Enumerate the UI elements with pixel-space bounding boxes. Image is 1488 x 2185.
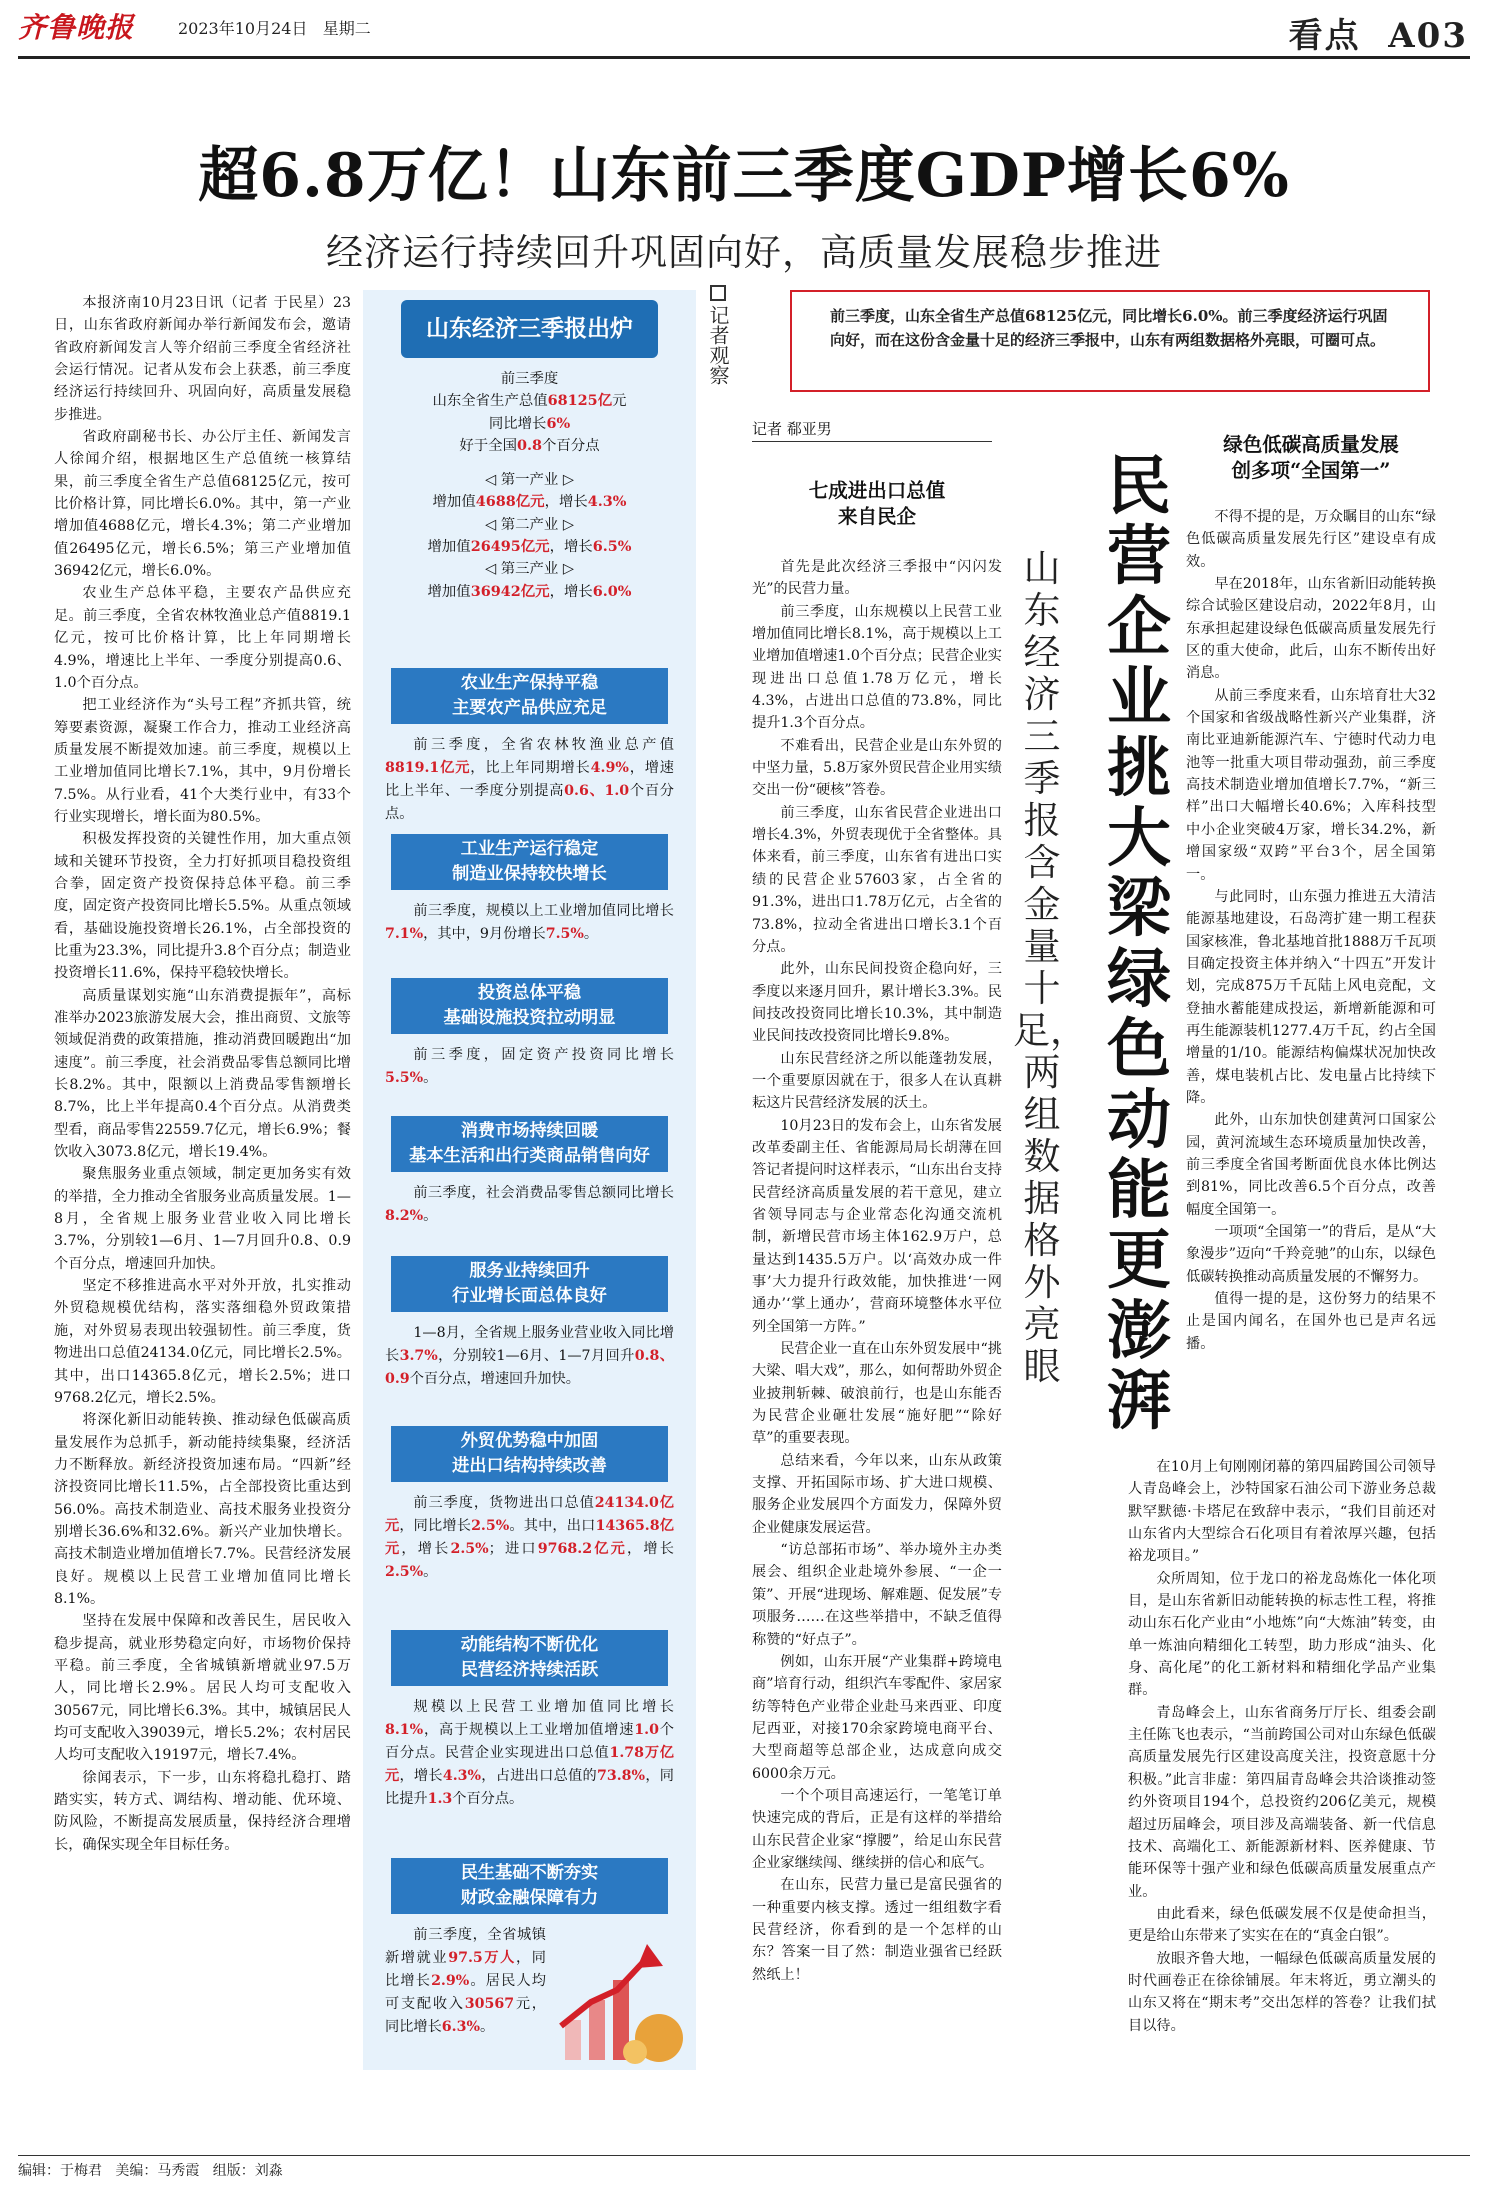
article-paragraph: 高质量谋划实施“山东消费提振年”，高标准举办2023旅游发展大会，推出商贸、文旅等领域促消费的政策措施，推动消费回暖跑出“加速度”。前三季度，社会消费品零售总额同比增长8.2%。其中，限额以上消费品零售额增长8.7%，比上半年提高0.4个百分点。从消费类型看，商品零售22559.7亿元，增长6.9%；餐饮收入3073.8亿元，增长19.4%。 (54, 987, 351, 1161)
heading-line: 行业增长面总体良好 (452, 1286, 607, 1306)
body-value: 3.7% (399, 1348, 438, 1364)
sidebar-section-body (385, 1696, 674, 1811)
body-value: 14365.8亿元 (385, 1518, 674, 1557)
weekday: 星期二 (322, 19, 371, 38)
sidebar-section-heading (391, 1116, 668, 1172)
body-value: 8.1% (385, 1722, 424, 1738)
sidebar-section-body (385, 900, 674, 946)
body-value: 0.8、0.9 (385, 1348, 674, 1387)
heading-line: 民营经济持续活跃 (460, 1660, 599, 1680)
article-paragraph: 与此同时，山东强力推进五大清洁能源基地建设，石岛湾扩建一期工程获国家核准，鲁北基地首批1888万千瓦项目确定投资主体并纳入“十四五”开发计划，完成875万千瓦陆上风电竞配，文登抽水蓄能建成投运，新增新能源和可再生能源装机1277.4万千瓦，约占全国增量的1/10。能源结构偏煤状况加快改善，煤电装机占比、发电量占比持续下降。 (1186, 888, 1436, 1106)
sidebar-section-heading (391, 1426, 668, 1482)
industry-label: ◁ 第一产业 ▷ (485, 472, 574, 489)
article-paragraph: 积极发挥投资的关键性作用，加大重点领域和关键环节投资，全力打好抓项目稳投资组合拳，固定资产投资保持总体平稳。前三季度，固定资产投资同比增长5.5%。从重点领域看，基础设施投资增长26.1%，占全部投资的比重为23.3%，同比提升3.8个百分点；制造业投资增长11.6%，保持平稳较快增长。 (54, 831, 351, 982)
subhead-line: 来自民企 (837, 505, 916, 528)
heading-line: 农业生产保持平稳 (460, 673, 599, 693)
right-article (1186, 506, 1436, 1355)
summary-text: ，增长 (549, 583, 593, 600)
summary-text: ，增长 (549, 539, 593, 556)
body-value: 2.9% (431, 1973, 470, 1989)
sidebar-section-heading (391, 978, 668, 1034)
body-value: 9768.2亿元 (537, 1541, 628, 1557)
illustration-arrowhead (637, 1944, 663, 1968)
heading-line: 主要农产品供应充足 (452, 698, 607, 718)
right-subhead (1186, 432, 1436, 484)
sidebar-section-heading (391, 668, 668, 724)
footer-layout: 组版：刘淼 (212, 2163, 283, 2179)
body-text: 个百分点。 (452, 1791, 524, 1807)
summary-text: 同比增长 (488, 415, 547, 432)
article-paragraph: 青岛峰会上，山东省商务厅厅长、组委会副主任陈飞也表示，“当前跨国公司对山东绿色低碳高质量发展先行区建设高度关注，投资意愿十分积极。”此言非虚：第四届青岛峰会共洽谈推动签约外资项目194个，总投资约206亿美元，规模超过历届峰会，项目涉及高端装备、新一代信息技术、高端化工、新能源新材料、医养健康、节能环保等十强产业和绿色低碳高质量发展重点产业。 (1128, 1704, 1436, 1900)
sidebar-section-heading (391, 834, 668, 890)
mid-subhead (752, 478, 1002, 530)
subheadline: 经济运行持续回升巩固向好，高质量发展稳步推进 (326, 231, 1162, 274)
body-value: 4.9% (590, 760, 629, 776)
body-value: 73.8% (597, 1768, 646, 1784)
article-paragraph: 在10月上旬刚刚闭幕的第四届跨国公司领导人青岛峰会上，沙特国家石油公司下游业务总裁默罕默德·卡塔尼在致辞中表示，“我们目前还对山东省内大型综合石化项目有着浓厚兴趣，包括裕龙项目。” (1128, 1459, 1436, 1565)
body-text: ，增长 (401, 1541, 451, 1557)
article-paragraph: 不得不提的是，万众瞩目的山东“绿色低碳高质量发展先行区”建设卓有成效。 (1186, 509, 1436, 570)
heading-line: 进出口结构持续改善 (452, 1456, 607, 1476)
article-paragraph: 一项项“全国第一”的背后，是从“大象漫步”迈向“千羚竞驰”的山东，以绿色低碳转换推动高质量发展的不懈努力。 (1186, 1224, 1436, 1285)
article-paragraph: 聚焦服务业重点领域，制定更加务实有效的举措，全力推动全省服务业高质量发展。1—8月，全省规上服务业营业收入同比增长3.7%，分别较1—6月、1—7月回升0.8、0.9个百分点，增速回升加快。 (54, 1166, 351, 1272)
sidebar-section-body (385, 734, 674, 826)
body-text: 前三季度，规模以上工业增加值同比增长 (413, 903, 674, 919)
body-value: 2.5% (471, 1518, 510, 1534)
article-paragraph: 早在2018年，山东省新旧动能转换综合试验区建设启动，2022年8月，山东承担起建设绿色低碳高质量发展先行区的重大使命，此后，山东不断传出好消息。 (1186, 576, 1436, 682)
body-text: ，比上年同期增长 (470, 760, 591, 776)
body-value: 1.3 (427, 1791, 453, 1807)
article-paragraph: 从前三季度来看，山东培育壮大32个国家和省级战略性新兴产业集群，济南比亚迪新能源汽车、宁德时代动力电池等一批重大项目带动强劲，前三季度高技术制造业增加值增长7.7%，“新三样”出口大幅增长40.6%；入库科技型中小企业突破4万家，增长34.2%，新增国家级“双跨”平台3个，居全国第一。 (1186, 687, 1436, 883)
subhead-line: 绿色低碳高质量发展 (1223, 433, 1399, 456)
summary-value: 6.0% (592, 582, 632, 600)
article-paragraph: 前三季度，山东省民营企业进出口增长4.3%，外贸表现优于全省整体。具体来看，前三季度，山东省有进出口实绩的民营企业57603家，占全省的91.3%，进出口1.78万亿元，占全省的73.8%，拉动全省进出口增长3.1个百分点。 (752, 804, 1002, 955)
article-paragraph: 省政府副秘书长、办公厅主任、新闻发言人徐闻介绍，根据地区生产总值统一核算结果，前三季度全省生产总值68125亿元，按可比价格计算，同比增长6.0%。其中，第一产业增加值4688亿元，增长4.3%；第二产业增加值26495亿元，增长6.5%；第三产业增加值36942亿元，增长6.0%。 (54, 429, 351, 580)
article-paragraph: 10月23日的发布会上，山东省发展改革委副主任、省能源局局长胡薄在回答记者提问时这样表示，“山东出台支持民营经济高质量发展的若干意见，建立省领导同志与企业常态化沟通交流机制，新增民营市场主体162.9万户，总量达到1435.5万户。以‘高效办成一件事’大力提升行政效能，加快推进‘一网通办’‘掌上通办’，营商环境整体水平位列全国第一方阵。” (752, 1117, 1002, 1335)
article-paragraph: “访总部拓市场”、举办境外主办类展会、组织企业赴境外参展、“一企一策”、开展“进现场、解难题、促发展”专项服务……在这些举措中，不缺乏值得称赞的“好点子”。 (752, 1542, 1002, 1648)
article-paragraph: 不难看出，民营企业是山东外贸的中坚力量，5.8万家外贸民营企业用实绩交出一份“硬核”答卷。 (752, 737, 1002, 799)
article-paragraph: 将深化新旧动能转换、推动绿色低碳高质量发展作为总抓手，新动能持续集聚，经济活力不断释放。新经济投资加速布局。“四新”经济投资同比增长11.5%，占全部投资比重达到56.0%。高技术制造业、高技术服务业投资分别增长36.6%和32.6%。新兴产业加快增长。高技术制造业增加值增长7.7%。民营经济发展良好。规模以上民营工业增加值同比增长8.1%。 (54, 1412, 351, 1607)
sidebar-section-body (385, 1182, 674, 1228)
body-text: ，同比增长 (399, 1518, 472, 1534)
body-text: ，同比增长 (385, 1950, 546, 1989)
summary-text: ，增长 (544, 494, 588, 511)
article-paragraph: 总结来看，今年以来，山东从政策支撑、开拓国际市场、扩大进口规模、服务企业发展四个方面发力，保障外贸企业健康发展运营。 (752, 1452, 1002, 1536)
editor-note-text: 记者观察 (706, 305, 730, 385)
sidebar-section-heading (391, 1858, 668, 1914)
body-text: 。 (583, 926, 599, 942)
article-paragraph: 众所周知，位于龙口的裕龙岛炼化一体化项目，是山东省新旧动能转换的标志性工程，将推动山东石化产业由“小地炼”向“大炼油”转变，由单一炼油向精细化工转型，助力形成“油头、化身、高化尾”的化工新材料和精细化学品产业集群。 (1128, 1570, 1436, 1699)
body-text: 前三季度，货物进出口总值 (413, 1495, 595, 1511)
heading-line: 民生基础不断夯实 (460, 1863, 599, 1883)
editor-note-label (706, 285, 730, 385)
body-value: 1.78万亿元 (385, 1745, 674, 1784)
sidebar-section-heading (391, 1630, 668, 1686)
article-paragraph: 例如，山东开展“产业集群+跨境电商”培育行动，组织汽车零配件、家居家纺等特色产业带企业赴马来西亚、印度尼西亚，对接170余家跨境电商平台、大型商超等总部企业，达成意向成交6000余万元。 (752, 1653, 1002, 1782)
summary-value: 6% (546, 414, 571, 432)
body-text: 个百分点，增速回升加快。 (409, 1371, 580, 1387)
body-text: ，同比提升 (385, 1768, 674, 1807)
body-text: 个百分点。 (385, 783, 674, 822)
summary-line (363, 435, 696, 457)
body-text: 规模以上民营工业增加值同比增长 (413, 1699, 674, 1715)
section-name: 看点 (1288, 16, 1361, 56)
summary-value: 4.3% (587, 493, 627, 511)
summary-value: 68125亿 (547, 392, 613, 410)
sidebar-banner: 山东经济三季报出炉 (401, 300, 658, 358)
abstract-box: 前三季度，山东全省生产总值68125亿元，同比增长6.0%。前三季度经济运行巩固向好，而在这份含金量十足的经济三季报中，山东有两组数据格外亮眼，可圈可点。 (790, 290, 1430, 392)
article-paragraph: 值得一提的是，这份努力的结果不止是国内闻名，在国外也已是声名远播。 (1186, 1291, 1436, 1352)
sidebar-summary (363, 368, 696, 603)
mid-article (752, 556, 1002, 1986)
top-rule (18, 56, 1470, 59)
body-text: 前三季度，全省农林牧渔业总产值 (413, 737, 674, 753)
summary-text: 好于全国 (459, 437, 517, 454)
sidebar-section-body (385, 1322, 674, 1391)
body-text: 前三季度，固定资产投资同比增长 (413, 1047, 674, 1063)
summary-value: 0.8 (516, 436, 543, 454)
date: 2023年10月24日 (178, 19, 308, 38)
summary-value: 36942亿元 (470, 582, 550, 600)
summary-line: 前三季度 (500, 371, 559, 387)
heading-line: 基础设施投资拉动明显 (443, 1008, 616, 1028)
footer-art-editor: 美编：马秀霞 (115, 2163, 200, 2179)
data-sidebar (363, 290, 696, 2070)
body-text: 前三季度，社会消费品零售总额同比增长 (413, 1185, 674, 1201)
summary-text: 增加值 (432, 494, 476, 511)
page-number: A03 (1388, 16, 1468, 56)
article-paragraph: 此外，山东加快创建黄河口国家公园，黄河流域生态环境质量加快改善，前三季度全省国考断面优良水体比例达到81%，同比改善6.5个百分点，改善幅度全国第一。 (1186, 1112, 1436, 1218)
body-text: 。居民人均可支配收入 (385, 1973, 546, 2012)
body-text: ，分别较1—6月、1—7月回升 (437, 1348, 635, 1364)
masthead-logo: 齐鲁晚报 (18, 11, 135, 44)
body-value: 8.2% (385, 1208, 424, 1224)
summary-text: 增加值 (427, 539, 471, 556)
article-paragraph: 本报济南10月23日讯（记者 于民星）23日，山东省政府新闻办举行新闻发布会，邀请省政府新闻发言人等介绍前三季度全省经济社会运行情况。记者从发布会上获悉，前三季度经济运行持续回升、巩固向好，高质量发展稳步推进。 (54, 295, 351, 423)
body-text: ，增长 (627, 1541, 674, 1557)
body-value: 7.5% (545, 926, 584, 942)
article-paragraph: 此外，山东民间投资企稳向好，三季度以来逐月回升，累计增长3.3%。民间技改投资同比增长10.3%，其中制造业民间技改投资同比增长9.8%。 (752, 961, 1002, 1045)
heading-line: 服务业持续回升 (469, 1261, 590, 1281)
body-text: 元，同比增长 (385, 1996, 546, 2035)
article-paragraph: 坚持在发展中保障和改善民生，居民收入稳步提高，就业形势稳定向好，市场物价保持平稳。前三季度，全省城镇新增就业97.5万人，同比增长2.9%。居民人均可支配收入30567元，同比增长6.3%。其中，城镇居民人均可支配收入39039元，增长5.2%；农村居民人均可支配收入19197元，增长7.4%。 (54, 1613, 351, 1764)
article-paragraph: 山东民营经济之所以能蓬勃发展，一个重要原因就在于，很多人在认真耕耘这片民营经济发展的沃土。 (752, 1050, 1002, 1112)
left-article (54, 292, 351, 1856)
heading-line: 动能结构不断优化 (460, 1635, 599, 1655)
body-text: 。 (423, 1070, 438, 1086)
illustration-bar (589, 2000, 605, 2060)
vertical-kicker: 山东经济三季报含金量十足，两组数据格外亮眼 (1013, 547, 1087, 1388)
summary-value: 4688亿元 (475, 493, 545, 511)
body-text: ，增长 (399, 1768, 443, 1784)
illustration-bar (565, 2020, 581, 2060)
article-paragraph: 由此看来，绿色低碳发展不仅是使命担当，更是给山东带来了实实在在的“真金白银”。 (1128, 1905, 1436, 1945)
footer (18, 2160, 283, 2180)
article-paragraph: 一个个项目高速运行，一笔笔订单快速完成的背后，正是有这样的举措给山东民营企业家“撑腰”，给足山东民营企业家继续闯、继续拼的信心和底气。 (752, 1787, 1002, 1871)
article-paragraph: 坚定不移推进高水平对外开放，扎实推动外贸稳规模优结构，落实落细稳外贸政策措施，对外贸易表现出较强韧性。前三季度，货物进出口总值24134.0亿元，同比增长2.5%。其中，出口14365.8亿元，增长2.5%；进口9768.2亿元，增长2.5%。 (54, 1278, 351, 1406)
issue-date (178, 16, 371, 39)
footer-rule (18, 2155, 1470, 2156)
editor-note-box-icon (710, 285, 726, 301)
body-text: 前三季度，全省城镇新增就业 (385, 1927, 546, 1966)
mid-byline: 记者 郗亚男 (752, 418, 992, 442)
body-value: 2.5% (450, 1541, 489, 1557)
body-text: 1—8月，全省规上服务业营业收入同比增长 (385, 1325, 674, 1364)
sidebar-section-body (385, 1044, 674, 1090)
sidebar-section-body (385, 1492, 674, 1584)
body-value: 4.3% (442, 1768, 482, 1784)
industry-label: ◁ 第二产业 ▷ (485, 516, 574, 533)
heading-line: 财政金融保障有力 (460, 1888, 599, 1908)
article-paragraph: 前三季度，山东规模以上民营工业增加值同比增长8.1%，高于规模以上工业增加值增速1.0个百分点；民营企业实现进出口总值1.78万亿元，增长4.3%，占进出口总值的73.8%，同比提升1.3个百分点。 (752, 603, 1002, 732)
body-value: 6.3% (441, 2019, 480, 2035)
body-value: 24134.0亿元 (385, 1495, 674, 1534)
heading-line: 消费市场持续回暖 (460, 1121, 599, 1141)
body-value: 97.5万人 (448, 1950, 516, 1966)
article-paragraph: 首先是此次经济三季报中“闪闪发光”的民营力量。 (752, 559, 1002, 598)
summary-line (363, 390, 696, 412)
body-text: ，高于规模以上工业增加值增速 (423, 1722, 635, 1738)
coin-icon (623, 2040, 647, 2064)
summary-text: 个百分点 (542, 437, 600, 454)
summary-value: 6.5% (592, 538, 632, 556)
heading-line: 外贸优势稳中加固 (460, 1431, 599, 1451)
article-paragraph: 徐闻表示，下一步，山东将稳扎稳打、踏踏实实，转方式、调结构、增动能、优环境、防风险，不断提高发展质量，保持经济合理增长，确保实现全年目标任务。 (54, 1769, 351, 1853)
body-text: 。 (423, 1564, 438, 1580)
body-text: ，占进出口总值的 (481, 1768, 597, 1784)
summary-text: 山东全省生产总值 (432, 393, 548, 410)
article-paragraph: 民营企业一直在山东外贸发展中“挑大梁、唱大戏”，那么，如何帮助外贸企业披荆斩棘、破浪前行，也是山东能否为民营企业砸壮发展“施好肥”“除好草”的重要表现。 (752, 1341, 1002, 1447)
industry-label: ◁ 第三产业 ▷ (485, 561, 574, 578)
right-article-continued (1128, 1456, 1436, 2037)
body-text: ，其中，9月份增长 (423, 926, 546, 942)
subhead-line: 七成进出口总值 (808, 479, 946, 502)
heading-line: 工业生产运行稳定 (460, 839, 599, 859)
article-paragraph: 农业生产总体平稳，主要农产品供应充足。前三季度，全省农林牧渔业总产值8819.1亿元，按可比价格计算，比上年同期增长4.9%，增速比上半年、一季度分别提高0.6、1.0个百分点。 (54, 585, 351, 691)
industry-line (363, 536, 696, 558)
subhead-line: 创多项“全国第一” (1231, 459, 1391, 482)
growth-illustration (551, 1930, 691, 2070)
body-text: 。其中，出口 (509, 1518, 596, 1534)
headline: 超6.8万亿！山东前三季度GDP增长6% (198, 141, 1290, 211)
vertical-title: 民营企业挑大梁 绿色动能更澎湃 (1107, 449, 1171, 1440)
body-text: 。 (423, 1208, 438, 1224)
summary-text: 增加值 (427, 583, 471, 600)
heading-line: 制造业保持较快增长 (452, 864, 607, 884)
body-value: 0.6、1.0 (564, 783, 630, 799)
body-text: 。 (479, 2019, 495, 2035)
body-text: 个百分点。民营企业实现进出口总值 (385, 1722, 674, 1761)
summary-text: 元 (612, 393, 627, 410)
industry-line (363, 581, 696, 603)
article-paragraph: 把工业经济作为“头号工程”齐抓共管，统筹要素资源，凝聚工作合力，推动工业经济高质量发展不断提效加速。前三季度，规模以上工业增加值同比增长7.1%，其中，9月份增长7.5%。从行业看，41个大类行业中，有33个行业实现增长，增长面为80.5%。 (54, 697, 351, 825)
body-text: ；进口 (488, 1541, 538, 1557)
heading-line: 基本生活和出行类商品销售向好 (409, 1146, 650, 1166)
industry-line (363, 491, 696, 513)
footer-editor: 编辑：于梅君 (18, 2163, 102, 2179)
section-tag (1289, 8, 1468, 57)
body-value: 1.0 (634, 1722, 659, 1738)
sidebar-section-body (385, 1924, 546, 2039)
body-value: 7.1% (385, 926, 424, 942)
sidebar-section-heading (391, 1256, 668, 1312)
body-text: ，增速比上半年、一季度分别提高 (385, 760, 674, 799)
summary-line (363, 413, 696, 435)
heading-line: 投资总体平稳 (477, 983, 582, 1003)
body-value: 5.5% (385, 1070, 424, 1086)
article-paragraph: 放眼齐鲁大地，一幅绿色低碳高质量发展的时代画卷正在徐徐铺展。年末将近，勇立潮头的山东又将在“期末考”交出怎样的答卷？让我们拭目以待。 (1128, 1950, 1436, 2034)
body-value: 8819.1亿元 (385, 760, 471, 776)
body-value: 30567 (464, 1996, 515, 2012)
article-paragraph: 在山东，民营力量已是富民强省的一种重要内核支撑。透过一组组数字看民营经济，你看到的是一个怎样的山东？答案一目了然：制造业强省已经跃然纸上！ (752, 1877, 1002, 1983)
summary-value: 26495亿元 (470, 538, 550, 556)
body-value: 2.5% (385, 1564, 424, 1580)
